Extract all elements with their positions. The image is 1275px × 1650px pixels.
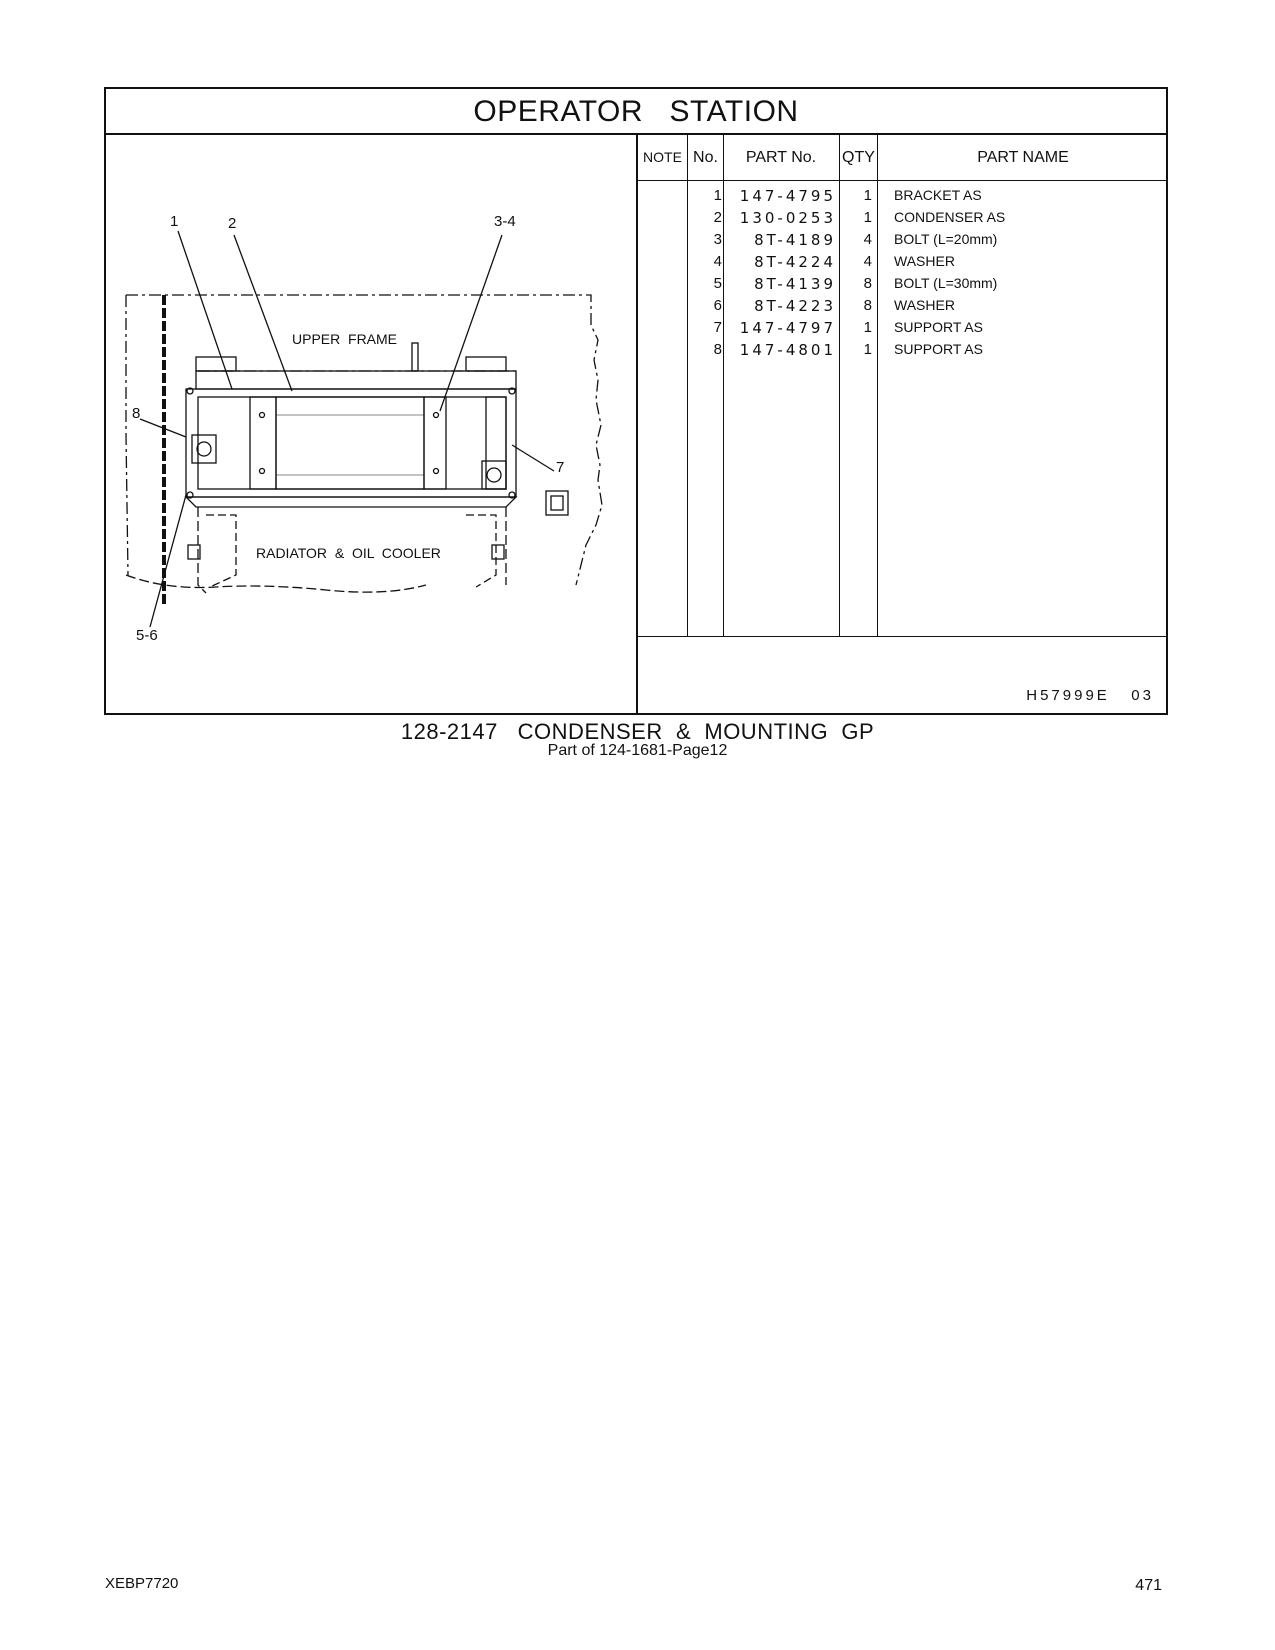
part-name: WASHER: [894, 297, 955, 313]
row-number: 5: [713, 275, 722, 292]
quantity: 1: [863, 341, 872, 358]
header-note: NOTE: [643, 149, 682, 165]
row-number: 8: [713, 341, 722, 358]
quantity: 8: [863, 297, 872, 314]
row-number: 1: [713, 187, 722, 204]
part-of-caption: Part of 124-1681-Page12: [547, 742, 728, 759]
header-part-no: PART No.: [745, 149, 817, 166]
parts-drawing: [106, 135, 638, 715]
callout-3-4: 3-4: [494, 213, 516, 230]
part-name: BRACKET AS: [894, 187, 982, 203]
parts-table: [638, 135, 1168, 715]
part-number: 147-4795: [739, 187, 836, 205]
drawing-code: H57999E 03: [1026, 687, 1154, 704]
table-bottom-divider: [638, 636, 1168, 637]
header-part-name: PART NAME: [977, 149, 1069, 166]
callout-1: 1: [170, 213, 179, 230]
quantity: 4: [863, 253, 872, 270]
quantity: 8: [863, 275, 872, 292]
callout-7: 7: [556, 459, 565, 476]
part-name: BOLT (L=20mm): [894, 231, 998, 247]
part-name: BOLT (L=30mm): [894, 275, 998, 291]
table-row: [638, 339, 1168, 361]
part-number: 130-0253: [739, 209, 836, 227]
part-number: 147-4797: [739, 319, 836, 337]
table-row: [638, 273, 1168, 295]
part-number: 8T-4189: [754, 231, 836, 249]
table-row: [638, 295, 1168, 317]
page-title: OPERATOR STATION: [106, 89, 1166, 135]
part-name: SUPPORT AS: [894, 319, 983, 335]
quantity: 1: [863, 187, 872, 204]
quantity: 4: [863, 231, 872, 248]
group-caption: 128-2147 CONDENSER & MOUNTING GP: [400, 719, 875, 744]
page-number: 471: [1135, 1577, 1162, 1594]
table-row: [638, 185, 1168, 207]
parts-sheet: [104, 87, 1168, 715]
part-number: 8T-4224: [754, 253, 836, 271]
callout-8: 8: [132, 405, 141, 422]
part-number: 8T-4223: [754, 297, 836, 315]
row-number: 4: [713, 253, 722, 270]
part-name: CONDENSER AS: [894, 209, 1006, 225]
condenser-illustration: [106, 135, 636, 715]
table-row: [638, 317, 1168, 339]
quantity: 1: [863, 319, 872, 336]
quantity: 1: [863, 209, 872, 226]
row-number: 3: [713, 231, 722, 248]
table-row: [638, 207, 1168, 229]
row-number: 2: [713, 209, 722, 226]
header-no: No.: [693, 149, 718, 166]
document-id: XEBP7720: [105, 1575, 179, 1592]
upper-frame-label: UPPER FRAME: [292, 331, 398, 347]
callout-2: 2: [228, 215, 237, 232]
row-number: 7: [713, 319, 722, 336]
row-number: 6: [713, 297, 722, 314]
table-row: [638, 251, 1168, 273]
radiator-label: RADIATOR & OIL COOLER: [256, 545, 441, 561]
header-divider: [638, 180, 1168, 181]
table-row: [638, 229, 1168, 251]
part-name: SUPPORT AS: [894, 341, 983, 357]
part-number: 147-4801: [739, 341, 836, 359]
part-name: WASHER: [894, 253, 955, 269]
part-number: 8T-4139: [754, 275, 836, 293]
callout-5-6: 5-6: [136, 627, 158, 644]
header-qty: QTY: [842, 149, 875, 166]
